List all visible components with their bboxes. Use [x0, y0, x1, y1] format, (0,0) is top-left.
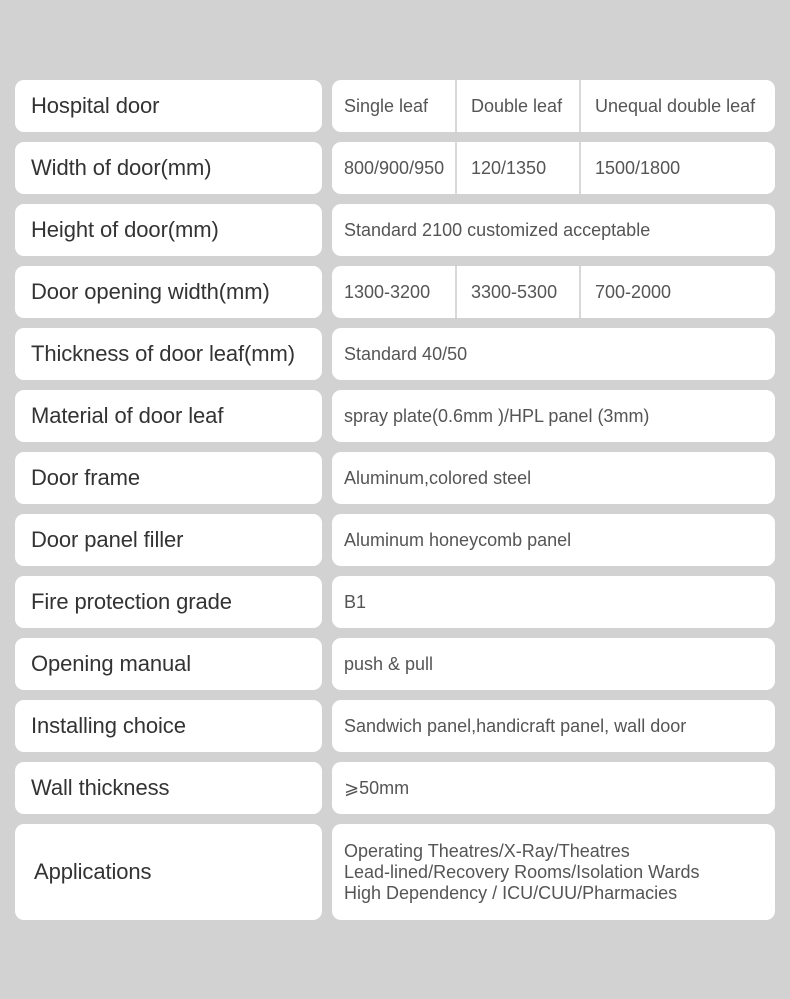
row-value: [332, 824, 775, 920]
value-cell: Double leaf: [457, 80, 581, 132]
row-label: Thickness of door leaf(mm): [15, 328, 322, 380]
applications-list: [344, 841, 700, 904]
row-value: Aluminum honeycomb panel: [332, 514, 775, 566]
row-label: Width of door(mm): [15, 142, 322, 194]
spec-table: [15, 80, 775, 930]
row-value: spray plate(0.6mm )/HPL panel (3mm): [332, 390, 775, 442]
row-label: Material of door leaf: [15, 390, 322, 442]
row-value: push & pull: [332, 638, 775, 690]
table-row-wall-thickness: [15, 762, 775, 814]
value-cell: 1300-3200: [332, 266, 457, 318]
row-value: [332, 80, 775, 132]
row-label: Wall thickness: [15, 762, 322, 814]
row-value: B1: [332, 576, 775, 628]
table-row-hospital-door: [15, 80, 775, 132]
row-label: Height of door(mm): [15, 204, 322, 256]
application-line: Operating Theatres/X-Ray/Theatres: [344, 840, 630, 861]
row-value: [332, 266, 775, 318]
table-row-height-of-door: [15, 204, 775, 256]
row-label: Fire protection grade: [15, 576, 322, 628]
row-label: Applications: [15, 824, 322, 920]
table-row-installing-choice: [15, 700, 775, 752]
row-value: Standard 40/50: [332, 328, 775, 380]
value-cell: 3300-5300: [457, 266, 581, 318]
application-line: High Dependency / ICU/CUU/Pharmacies: [344, 882, 678, 903]
table-row-thickness: [15, 328, 775, 380]
table-row-width-of-door: [15, 142, 775, 194]
value-cell: Unequal double leaf: [595, 95, 756, 116]
table-row-material: [15, 390, 775, 442]
row-label: Door frame: [15, 452, 322, 504]
table-row-door-panel-filler: [15, 514, 775, 566]
row-label: Hospital door: [15, 80, 322, 132]
value-cell: Single leaf: [332, 80, 457, 132]
table-row-door-opening-width: [15, 266, 775, 318]
table-row-applications: [15, 824, 775, 920]
row-value: Aluminum,colored steel: [332, 452, 775, 504]
value-cell: 700-2000: [595, 281, 672, 302]
table-row-fire-protection: [15, 576, 775, 628]
row-value: Sandwich panel,handicraft panel, wall door: [332, 700, 775, 752]
value-cell: 1500/1800: [595, 157, 681, 178]
row-label: Door panel filler: [15, 514, 322, 566]
value-cell: 800/900/950: [332, 142, 457, 194]
row-value: [332, 142, 775, 194]
row-value: Standard 2100 customized acceptable: [332, 204, 775, 256]
table-row-door-frame: [15, 452, 775, 504]
application-line: Lead-lined/Recovery Rooms/Isolation Wards: [344, 861, 700, 882]
row-label: Opening manual: [15, 638, 322, 690]
row-label: Installing choice: [15, 700, 322, 752]
row-label: Door opening width(mm): [15, 266, 322, 318]
row-value: ⩾50mm: [332, 762, 775, 814]
value-cell: 120/1350: [457, 142, 581, 194]
table-row-opening-manual: [15, 638, 775, 690]
